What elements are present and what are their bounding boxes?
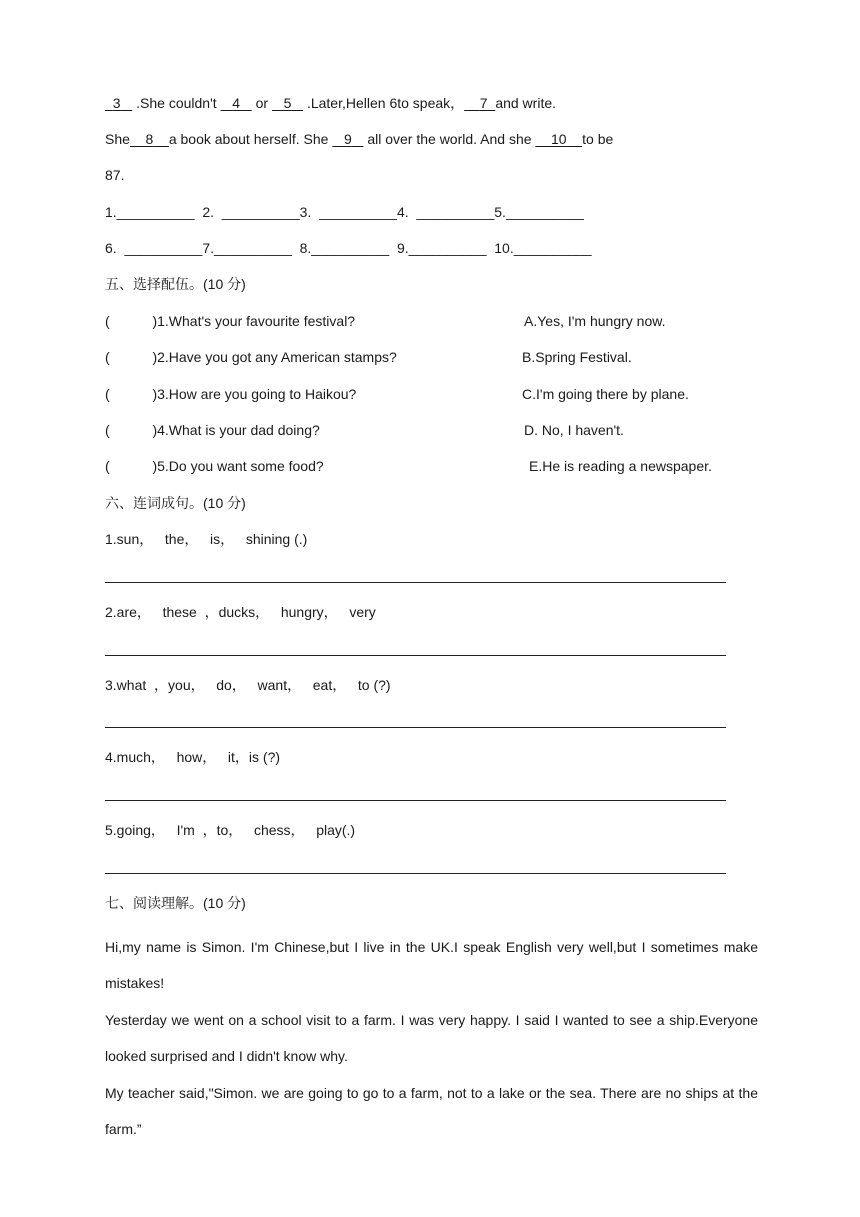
answer-line-1[interactable] xyxy=(105,582,726,583)
cloze-text: .She couldn't xyxy=(132,95,221,111)
blank-10: 10 xyxy=(551,131,567,147)
reading-paragraph-3: My teacher said,"Simon. we are going to go to a farm, not to a lake or the sea. There are no ships at the farm.” xyxy=(105,1085,758,1137)
match-answer-c: C.I'm going there by plane. xyxy=(522,386,689,402)
answer-line-5[interactable] xyxy=(105,873,726,874)
sentence-item-4: 4.much， how， it，is (?) xyxy=(105,749,281,765)
cloze-line-3: 87. xyxy=(105,167,125,183)
match-question-2: ( )2.Have you got any American stamps? xyxy=(105,349,397,365)
cloze-text: a book about herself. She xyxy=(168,131,333,147)
match-question-5: ( )5.Do you want some food? xyxy=(105,458,324,474)
match-answer-d: D. No, I haven't. xyxy=(524,422,624,438)
match-answer-e: E.He is reading a newspaper. xyxy=(529,458,712,474)
blank-4: 4 xyxy=(232,95,241,111)
blank-8: 8 xyxy=(145,131,154,147)
answer-row-1: 1.__________ 2. __________3. __________4. __________5.__________ xyxy=(105,204,584,220)
blank-9: 9 xyxy=(343,131,352,147)
sentence-item-1: 1.sun， the， is， shining (.) xyxy=(105,531,308,547)
blank-7: 7 xyxy=(479,95,488,111)
reading-paragraph-1: Hi,my name is Simon. I'm Chinese,but I live in the UK.I speak English very well,but I sometimes make mistakes! xyxy=(105,939,758,991)
cloze-text: .Later,Hellen 6to speak， xyxy=(303,95,465,111)
answer-line-4[interactable] xyxy=(105,800,726,801)
cloze-line-2 xyxy=(105,129,613,149)
section-5-title: 五、选择配伍。(10 分) xyxy=(105,276,246,292)
match-question-1: ( )1.What's your favourite festival? xyxy=(105,313,356,329)
reading-paragraph-2: Yesterday we went on a school visit to a farm. I was very happy. I said I wanted to see a ship.Everyone looked surprised and I didn't know why. xyxy=(105,1012,758,1064)
section-7-title: 七、阅读理解。(10 分) xyxy=(105,895,246,911)
match-answer-b: B.Spring Festival. xyxy=(522,349,632,365)
match-question-3: ( )3.How are you going to Haikou? xyxy=(105,386,357,402)
sentence-item-3: 3.what ，you， do， want， eat， to (?) xyxy=(105,677,391,693)
answer-row-2: 6. __________7.__________ 8.__________ 9.__________ 10.__________ xyxy=(105,240,592,256)
blank-5: 5 xyxy=(283,95,292,111)
answer-line-2[interactable] xyxy=(105,655,726,656)
match-answer-a: A.Yes, I'm hungry now. xyxy=(524,313,666,329)
cloze-line-1 xyxy=(105,93,556,113)
cloze-text: to be xyxy=(582,131,614,147)
cloze-text: or xyxy=(251,95,272,111)
match-question-4: ( )4.What is your dad doing? xyxy=(105,422,320,438)
cloze-text: all over the world. And she xyxy=(363,131,536,147)
cloze-text: and write. xyxy=(495,95,557,111)
sentence-item-2: 2.are， these ，ducks， hungry， very xyxy=(105,604,376,620)
sentence-item-5: 5.going， I'm ，to， chess， play(.) xyxy=(105,822,356,838)
answer-line-3[interactable] xyxy=(105,727,726,728)
cloze-text: She xyxy=(105,131,130,147)
section-6-title: 六、连词成句。(10 分) xyxy=(105,495,246,511)
blank-3: 3 xyxy=(112,95,121,111)
